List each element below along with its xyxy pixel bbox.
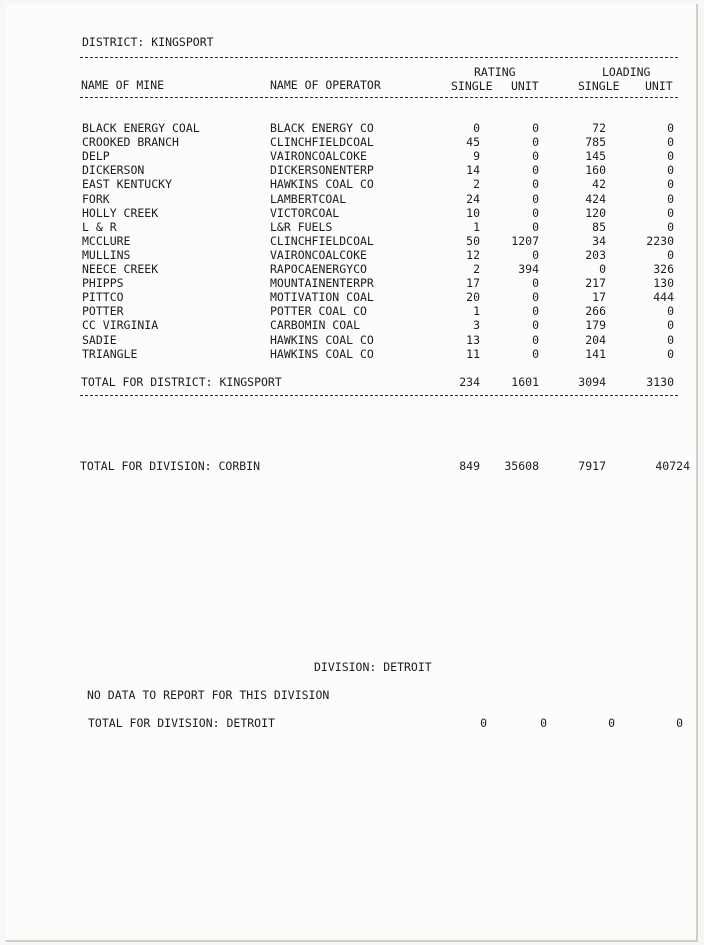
rating-single-cell: 0 xyxy=(473,121,480,135)
operator-name-cell: HAWKINS COAL CO xyxy=(270,332,374,347)
operator-name-cell: CLINCHFIELDCOAL xyxy=(270,135,374,150)
division-total-corbin-loading-single: 7917 xyxy=(578,459,606,473)
district-total-rule xyxy=(80,395,678,396)
table-row xyxy=(0,347,704,361)
district-total-rating-single: 234 xyxy=(459,375,480,389)
table-row xyxy=(0,333,704,347)
loading-unit-cell: 444 xyxy=(653,290,674,305)
division-total-corbin-loading-unit: 40724 xyxy=(655,459,690,473)
rating-unit-cell: 0 xyxy=(532,149,539,164)
loading-single-cell: 203 xyxy=(585,247,606,262)
loading-unit-cell: 0 xyxy=(667,149,674,164)
loading-single-cell: 424 xyxy=(585,191,606,206)
loading-unit-cell: 0 xyxy=(667,191,674,206)
loading-single-cell: 120 xyxy=(585,205,606,220)
col-loading-unit: UNIT xyxy=(645,79,673,93)
rating-unit-cell: 0 xyxy=(532,163,539,178)
loading-single-cell: 266 xyxy=(585,304,606,319)
loading-single-cell: 17 xyxy=(592,290,606,305)
division-total-detroit-rating-single: 0 xyxy=(480,716,487,730)
rating-single-cell: 1 xyxy=(473,304,480,319)
mine-name-cell: POTTER xyxy=(82,304,124,319)
loading-single-cell: 785 xyxy=(585,135,606,150)
rating-single-cell: 2 xyxy=(473,177,480,192)
table-row xyxy=(0,135,704,149)
loading-single-cell: 42 xyxy=(592,177,606,192)
detroit-no-data-message: NO DATA TO REPORT FOR THIS DIVISION xyxy=(87,688,330,702)
table-row xyxy=(0,192,704,206)
col-loading-single: SINGLE xyxy=(578,79,620,93)
rating-single-cell: 24 xyxy=(466,191,480,206)
mine-name-cell: SADIE xyxy=(82,332,117,347)
rating-unit-cell: 0 xyxy=(532,135,539,150)
loading-single-cell: 160 xyxy=(585,163,606,178)
loading-single-cell: 34 xyxy=(592,233,606,248)
loading-single-cell: 141 xyxy=(585,346,606,361)
operator-name-cell: L&R FUELS xyxy=(270,219,333,234)
mine-name-cell: MULLINS xyxy=(82,247,131,262)
division-total-detroit-rating-unit: 0 xyxy=(540,716,547,730)
mine-name-cell: DELP xyxy=(82,149,110,164)
col-operator-name: NAME OF OPERATOR xyxy=(270,78,381,92)
mine-name-cell: FORK xyxy=(82,191,110,206)
rating-unit-cell: 394 xyxy=(518,262,539,276)
table-row xyxy=(0,149,704,163)
mine-name-cell: EAST KENTUCKY xyxy=(82,177,173,192)
district-total-loading-single: 3094 xyxy=(578,375,606,389)
district-total-label: TOTAL FOR DISTRICT: KINGSPORT xyxy=(81,375,282,389)
rating-unit-cell: 0 xyxy=(532,304,539,319)
loading-single-cell: 85 xyxy=(592,219,606,234)
col-rating-single: SINGLE xyxy=(451,79,493,93)
col-rating-unit: UNIT xyxy=(511,79,539,93)
division-total-detroit-loading-unit: 0 xyxy=(676,716,683,730)
district-total-loading-unit: 3130 xyxy=(646,375,674,389)
mine-name-cell: TRIANGLE xyxy=(82,346,138,361)
table-row xyxy=(0,163,704,177)
loading-single-cell: 0 xyxy=(599,262,606,276)
loading-single-cell: 145 xyxy=(585,149,606,164)
rating-unit-cell: 0 xyxy=(532,290,539,305)
loading-single-cell: 204 xyxy=(585,332,606,347)
table-row xyxy=(0,262,704,276)
table-row xyxy=(0,177,704,191)
district-header: DISTRICT: KINGSPORT xyxy=(82,35,214,49)
table-row xyxy=(0,318,704,332)
rating-unit-cell: 0 xyxy=(532,332,539,347)
mine-name-cell: DICKERSON xyxy=(82,163,145,178)
table-row xyxy=(0,234,704,248)
loading-single-cell: 72 xyxy=(592,121,606,135)
loading-single-cell: 217 xyxy=(585,276,606,291)
mine-name-cell: PITTCO xyxy=(82,290,124,305)
table-row xyxy=(0,276,704,290)
rating-single-cell: 9 xyxy=(473,149,480,164)
rating-single-cell: 12 xyxy=(466,247,480,262)
col-loading-group: LOADING xyxy=(602,65,651,79)
division-detroit-header: DIVISION: DETROIT xyxy=(314,660,432,674)
mine-name-cell: HOLLY CREEK xyxy=(82,205,159,220)
district-total-rating-unit: 1601 xyxy=(511,375,539,389)
rating-unit-cell: 0 xyxy=(532,276,539,291)
rating-single-cell: 11 xyxy=(466,346,480,361)
rating-single-cell: 3 xyxy=(473,318,480,333)
operator-name-cell: CLINCHFIELDCOAL xyxy=(270,233,374,248)
division-total-detroit-label: TOTAL FOR DIVISION: DETROIT xyxy=(88,716,275,730)
operator-name-cell: BLACK ENERGY CO xyxy=(270,121,374,135)
operator-name-cell: POTTER COAL CO xyxy=(270,304,367,319)
rating-single-cell: 50 xyxy=(466,233,480,248)
division-total-detroit-loading-single: 0 xyxy=(608,716,615,730)
mine-name-cell: L & R xyxy=(82,219,117,234)
rating-single-cell: 20 xyxy=(466,290,480,305)
rating-unit-cell: 0 xyxy=(532,205,539,220)
table-row xyxy=(0,248,704,262)
rating-single-cell: 17 xyxy=(466,276,480,291)
loading-unit-cell: 0 xyxy=(667,205,674,220)
loading-unit-cell: 0 xyxy=(667,121,674,135)
rating-single-cell: 13 xyxy=(466,332,480,347)
operator-name-cell: CARBOMIN COAL xyxy=(270,318,361,333)
table-row xyxy=(0,206,704,220)
table-row xyxy=(0,290,704,304)
loading-unit-cell: 0 xyxy=(667,247,674,262)
division-total-corbin-label: TOTAL FOR DIVISION: CORBIN xyxy=(80,459,261,473)
division-total-corbin-rating-unit: 35608 xyxy=(504,459,539,473)
operator-name-cell: HAWKINS COAL CO xyxy=(270,346,374,361)
rating-single-cell: 14 xyxy=(466,163,480,178)
operator-name-cell: MOTIVATION COAL xyxy=(270,290,374,305)
division-total-corbin-rating-single: 849 xyxy=(459,459,480,473)
operator-name-cell: VICTORCOAL xyxy=(270,205,340,220)
loading-unit-cell: 130 xyxy=(653,276,674,291)
rating-unit-cell: 0 xyxy=(532,191,539,206)
loading-unit-cell: 0 xyxy=(667,163,674,178)
rating-unit-cell: 0 xyxy=(532,219,539,234)
mine-name-cell: PHIPPS xyxy=(82,276,124,291)
mine-name-cell: CC VIRGINIA xyxy=(82,318,159,333)
mine-name-cell: CROOKED BRANCH xyxy=(82,135,179,150)
operator-name-cell: LAMBERTCOAL xyxy=(270,191,347,206)
table-row xyxy=(0,304,704,318)
table-row xyxy=(0,220,704,234)
loading-unit-cell: 0 xyxy=(667,304,674,319)
operator-name-cell: VAIRONCOALCOKE xyxy=(270,247,367,262)
mine-name-cell: BLACK ENERGY COAL xyxy=(82,121,200,135)
loading-unit-cell: 0 xyxy=(667,332,674,347)
loading-unit-cell: 2230 xyxy=(646,233,674,248)
rating-unit-cell: 0 xyxy=(532,177,539,192)
col-mine-name: NAME OF MINE xyxy=(81,78,165,92)
rating-single-cell: 2 xyxy=(473,262,480,276)
loading-unit-cell: 0 xyxy=(667,135,674,150)
rating-single-cell: 1 xyxy=(473,219,480,234)
loading-unit-cell: 0 xyxy=(667,318,674,333)
rating-unit-cell: 0 xyxy=(532,247,539,262)
rating-single-cell: 45 xyxy=(466,135,480,150)
operator-name-cell: RAPOCAENERGYCO xyxy=(270,262,367,276)
operator-name-cell: HAWKINS COAL CO xyxy=(270,177,374,192)
rating-unit-cell: 0 xyxy=(532,121,539,135)
header-bottom-rule xyxy=(80,97,678,98)
rating-unit-cell: 0 xyxy=(532,318,539,333)
rating-unit-cell: 0 xyxy=(532,346,539,361)
loading-unit-cell: 0 xyxy=(667,177,674,192)
table-row xyxy=(0,121,704,135)
loading-unit-cell: 0 xyxy=(667,219,674,234)
operator-name-cell: DICKERSONENTERP xyxy=(270,163,374,178)
mine-name-cell: MCCLURE xyxy=(82,233,131,248)
mine-name-cell: NEECE CREEK xyxy=(82,262,159,276)
rating-unit-cell: 1207 xyxy=(511,233,539,248)
rating-single-cell: 10 xyxy=(466,205,480,220)
loading-unit-cell: 326 xyxy=(653,262,674,276)
operator-name-cell: VAIRONCOALCOKE xyxy=(270,149,367,164)
loading-single-cell: 179 xyxy=(585,318,606,333)
loading-unit-cell: 0 xyxy=(667,346,674,361)
header-top-rule xyxy=(80,57,678,58)
operator-name-cell: MOUNTAINENTERPR xyxy=(270,276,374,291)
col-rating-group: RATING xyxy=(474,65,516,79)
